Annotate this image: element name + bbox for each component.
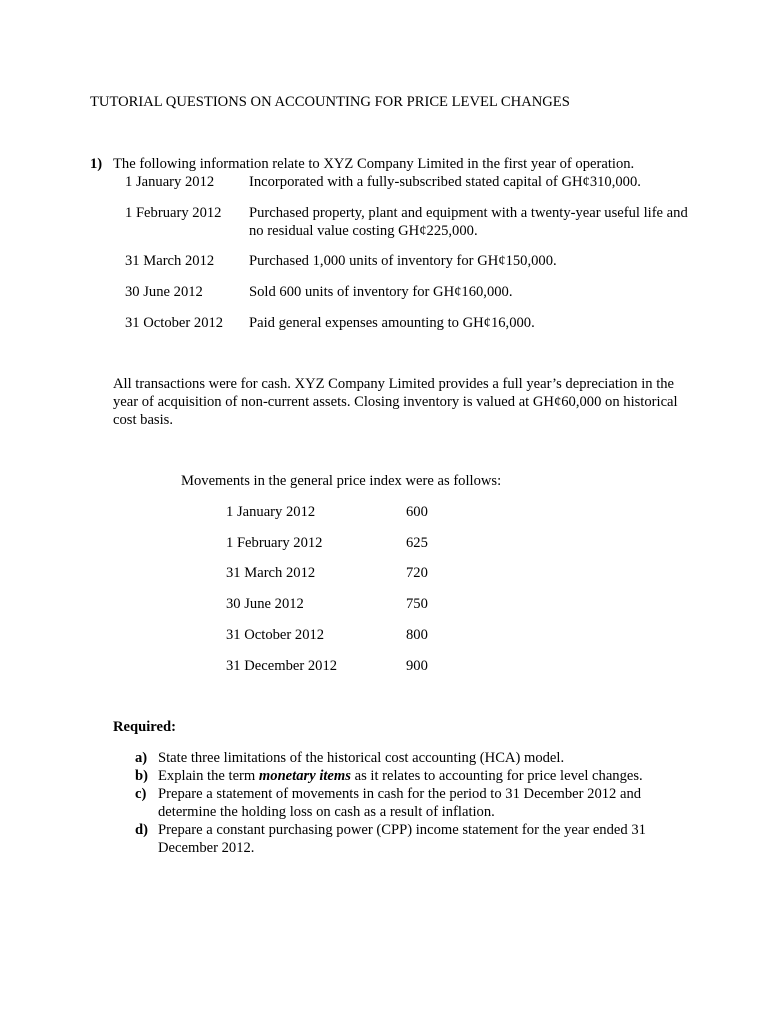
required-item-text: Prepare a constant purchasing power (CPP) income statement for the year ended 31 December 2012. <box>158 822 646 856</box>
transaction-description: Purchased property, plant and equipment with a twenty-year useful life and no residual value costing GH¢225,000. <box>249 205 688 239</box>
price-index-date: 31 March 2012 <box>226 565 316 581</box>
price-index-date: 1 January 2012 <box>226 504 316 520</box>
transaction-description: Incorporated with a fully-subscribed stated capital of GH¢310,000. <box>249 174 641 190</box>
required-item-letter: c) <box>135 786 147 802</box>
price-index-heading: Movements in the general price index were as follows: <box>181 473 502 489</box>
transaction-date: 31 October 2012 <box>125 315 224 331</box>
required-item-text: State three limitations of the historical cost accounting (HCA) model. <box>158 750 565 766</box>
question-number: 1) <box>90 156 103 172</box>
transaction-date: 1 February 2012 <box>125 205 222 221</box>
transaction-date: 1 January 2012 <box>125 174 215 190</box>
transaction-description: Purchased 1,000 units of inventory for GH¢150,000. <box>249 253 557 269</box>
price-index-value: 800 <box>406 627 428 643</box>
required-item-letter: a) <box>135 750 148 766</box>
price-index-value: 600 <box>406 504 428 520</box>
price-index-date: 1 February 2012 <box>226 535 323 551</box>
transaction-description: Paid general expenses amounting to GH¢16,000. <box>249 315 535 331</box>
price-index-value: 900 <box>406 658 428 674</box>
required-item-text <box>158 767 678 785</box>
required-item-text: Prepare a statement of movements in cash for the period to 31 December 2012 and determine the holding loss on cash as a result of inflation. <box>158 786 642 820</box>
transaction-date: 30 June 2012 <box>125 284 203 300</box>
price-index-date: 31 December 2012 <box>226 658 338 674</box>
transaction-date: 31 March 2012 <box>125 253 215 269</box>
document-title: TUTORIAL QUESTIONS ON ACCOUNTING FOR PRICE LEVEL CHANGES <box>90 94 570 110</box>
price-index-value: 750 <box>406 596 428 612</box>
price-index-date: 30 June 2012 <box>226 596 304 612</box>
question-paragraph: All transactions were for cash. XYZ Company Limited provides a full year’s depreciation in the year of acquisition of non-current assets. Closing inventory is valued at GH¢60,000 on historical cost basis. <box>113 376 678 428</box>
price-index-date: 31 October 2012 <box>226 627 325 643</box>
price-index-value: 625 <box>406 535 428 551</box>
question-intro: The following information relate to XYZ Company Limited in the first year of operation. <box>113 156 635 172</box>
required-item-letter: b) <box>135 768 148 784</box>
required-item-text-after: as it relates to accounting for price level changes. <box>350 768 643 784</box>
monetary-items-term: monetary items <box>258 768 351 784</box>
transaction-description: Sold 600 units of inventory for GH¢160,000. <box>249 284 513 300</box>
required-item-letter: d) <box>135 822 148 838</box>
required-item-text-before: Explain the term <box>158 768 259 784</box>
required-heading: Required: <box>113 719 176 735</box>
price-index-value: 720 <box>406 565 428 581</box>
